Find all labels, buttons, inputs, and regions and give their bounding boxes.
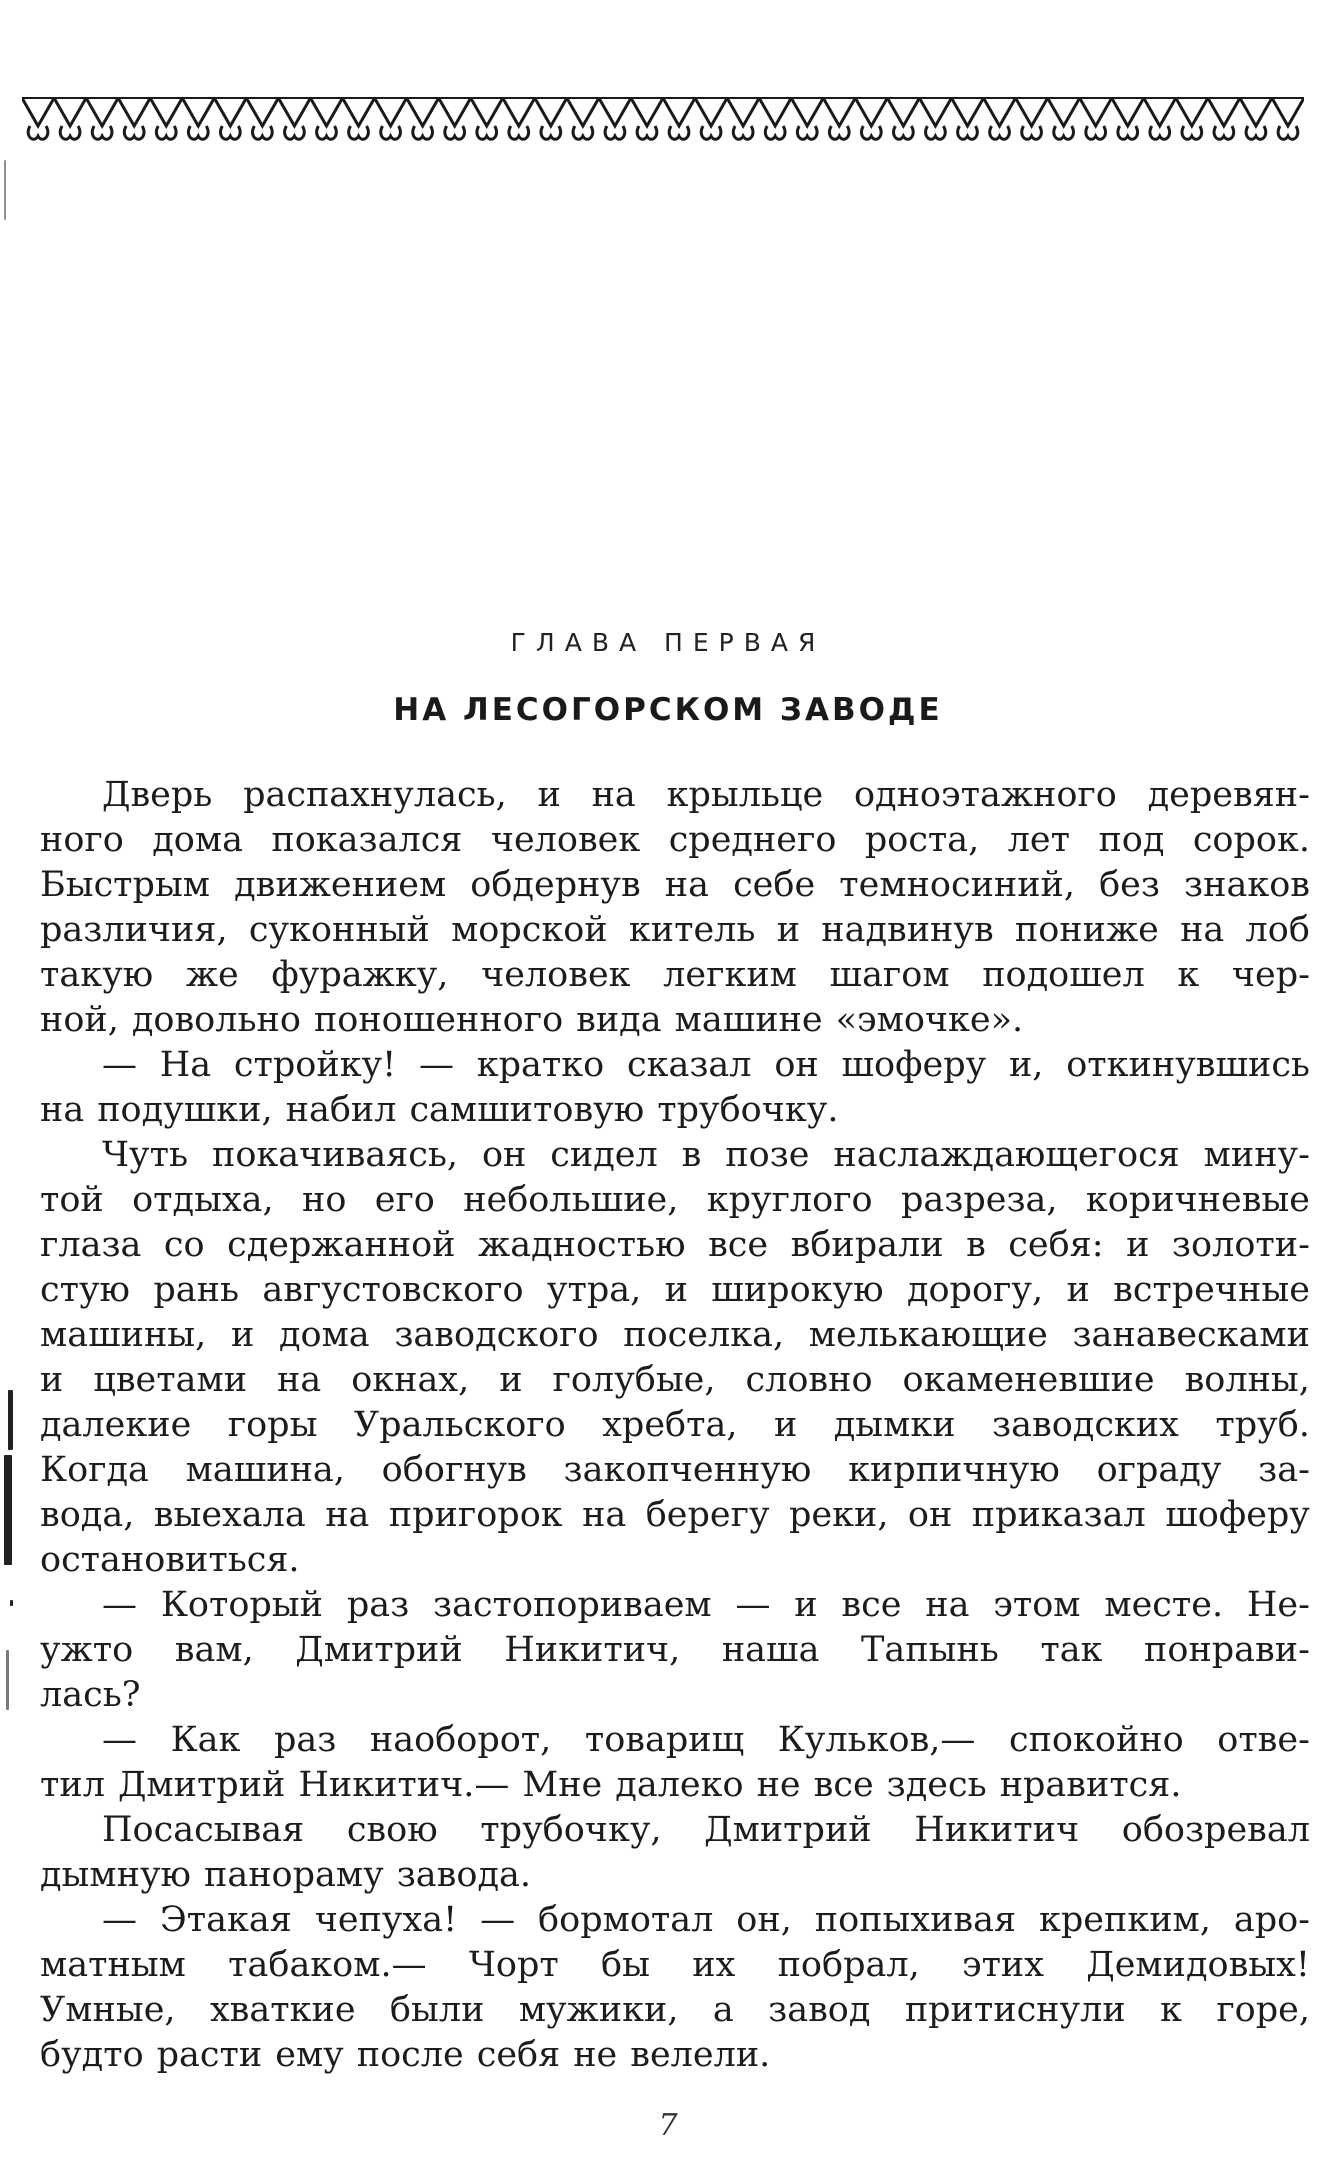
text-line: ужто вам, Дмитрий Никитич, наша Тапынь так понрави- (40, 1630, 1310, 1670)
text-line: стую рань августовского утра, и широкую дорогу, и встречные (40, 1270, 1310, 1310)
ornament-motif (214, 98, 246, 139)
body-text (40, 773, 1310, 2078)
ornament-motif (663, 98, 695, 139)
text-line: Посасывая свою трубочку, Дмитрий Никитич обозревал (102, 1810, 1310, 1850)
ornament-motif (86, 98, 118, 139)
ornament-motif (150, 98, 182, 139)
text-line: матным табаком.— Чорт бы их побрал, этих Демидовых! (40, 1945, 1310, 1985)
text-line: машины, и дома заводского поселка, мелькающие занавесками (40, 1315, 1310, 1355)
text-line: ной, довольно поношенного вида машине «эмочке». (40, 1000, 1024, 1040)
ornament-motif (823, 98, 855, 139)
ornament-motif (599, 98, 631, 139)
ornament-motif (1080, 98, 1112, 139)
text-line: Дверь распахнулась, и на крыльце одноэтажного деревян- (102, 775, 1310, 815)
text-line: — Который раз застопориваем — и все на этом месте. Не- (102, 1585, 1310, 1625)
ornament-motif (855, 98, 887, 139)
text-line: вода, выехала на пригорок на берегу реки, он приказал шоферу (40, 1495, 1310, 1535)
text-line: Умные, хваткие были мужики, а завод притиснули к горе, (40, 1990, 1310, 2030)
ornament-motif (1112, 98, 1144, 139)
ornament-motif (1048, 98, 1080, 139)
text-line: той отдыха, но его небольшие, круглого разреза, коричневые (40, 1180, 1310, 1220)
text-line: Чуть покачиваясь, он сидел в позе наслаждающегося мину- (102, 1135, 1310, 1175)
text-line: лась? (40, 1675, 141, 1715)
ornament-motif (118, 98, 150, 139)
scan-speck (4, 160, 6, 220)
scan-speck (4, 1455, 12, 1565)
chapter-title: НА ЛЕСОГОРСКОМ ЗАВОДЕ (393, 692, 943, 728)
ornament-motif (1208, 98, 1240, 139)
text-line: такую же фуражку, человек легким шагом подошел к чер- (40, 955, 1310, 995)
ornament-motif (695, 98, 727, 139)
ornament-motif (759, 98, 791, 139)
text-line: дымную панораму завода. (40, 1855, 531, 1895)
text-line: и цветами на окнах, и голубые, словно окаменевшие волны, (40, 1360, 1310, 1400)
ornament-motif (182, 98, 214, 139)
text-line: Быстрым движением обдернув на себе темносиний, без знаков (40, 865, 1310, 905)
ornament-motif (503, 98, 535, 139)
ornament-motif (631, 98, 663, 139)
ornament-motif (919, 98, 951, 139)
ornament-motif (375, 98, 407, 139)
text-line: — Как раз наоборот, товарищ Кульков,— спокойно отве- (102, 1720, 1310, 1760)
text-line: будто расти ему после себя не велели. (40, 2035, 771, 2075)
ornament-motif (1144, 98, 1176, 139)
text-line: далекие горы Уральского хребта, и дымки заводских труб. (40, 1405, 1310, 1445)
scan-speck (6, 1650, 9, 1710)
text-line: глаза со сдержанной жадностью все вбирали в себя: и золоти- (40, 1225, 1310, 1265)
text-line: Когда машина, обогнув закопченную кирпичную ограду за- (40, 1450, 1310, 1490)
ornament-motif (246, 98, 278, 139)
ornament-motif (1240, 98, 1272, 139)
text-line: остановиться. (40, 1540, 300, 1580)
scan-speck (8, 1390, 13, 1450)
text-line: — На стройку! — кратко сказал он шоферу и, откинувшись (102, 1045, 1310, 1085)
decorative-ornament-border (22, 78, 1304, 148)
ornament-motif (22, 98, 54, 139)
text-line: тил Дмитрий Никитич.— Мне далеко не все здесь нравится. (40, 1765, 1182, 1805)
ornament-motif (54, 98, 86, 139)
ornament-motif (439, 98, 471, 139)
text-line: — Этакая чепуха! — бормотал он, попыхивая крепким, аро- (102, 1900, 1310, 1940)
ornament-motif (343, 98, 375, 139)
text-line: на подушки, набил самшитовую трубочку. (40, 1090, 839, 1130)
ornament-motif (278, 98, 310, 139)
ornament-motif (567, 98, 599, 139)
ornament-motif (887, 98, 919, 139)
ornament-motif (791, 98, 823, 139)
ornament-motif (727, 98, 759, 139)
text-line: различия, суконный морской китель и надвинув пониже на лоб (40, 910, 1310, 950)
ornament-motif (951, 98, 983, 139)
text-line: ного дома показался человек среднего роста, лет под сорок. (40, 820, 1310, 860)
ornament-motif (310, 98, 342, 139)
ornament-motif (407, 98, 439, 139)
ornament-motif (1176, 98, 1208, 139)
ornament-motif (1272, 98, 1304, 139)
ornament-motif (1016, 98, 1048, 139)
page-number: 7 (658, 2108, 678, 2143)
chapter-label: ГЛАВА ПЕРВАЯ (510, 628, 826, 657)
ornament-motif (984, 98, 1016, 139)
ornament-motif (471, 98, 503, 139)
scan-speck (10, 1600, 13, 1606)
ornament-motif (535, 98, 567, 139)
